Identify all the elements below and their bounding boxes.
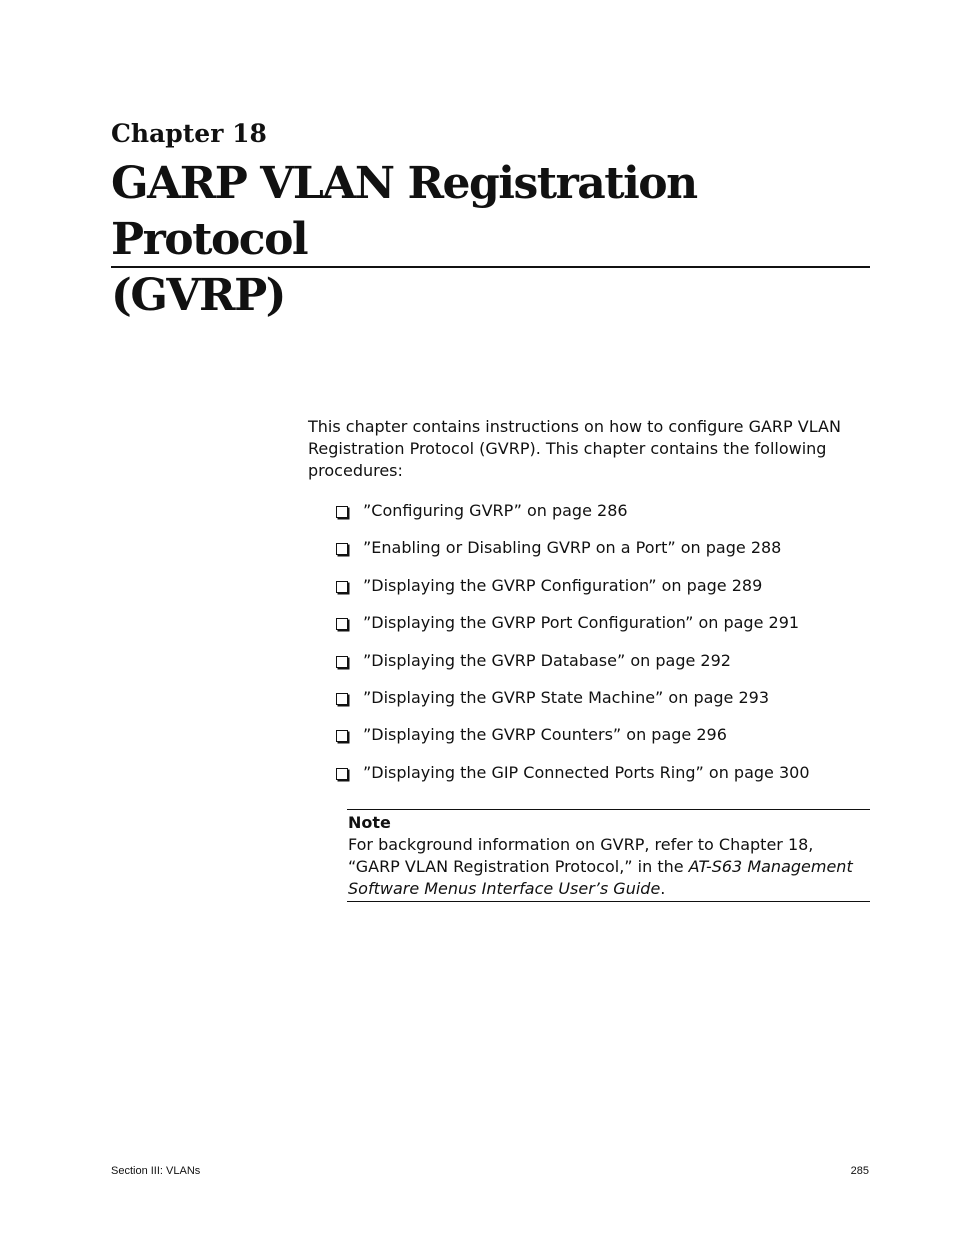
list-item[interactable] [336,649,810,686]
title-rule [111,266,870,268]
procedure-link[interactable]: ”Enabling or Disabling GVRP on a Port” on page 288 [363,538,782,558]
list-item[interactable] [336,723,810,760]
procedure-link[interactable]: ”Displaying the GVRP Configuration” on page 289 [363,575,763,595]
checkbox-icon [336,506,348,518]
note-heading: Note [348,813,391,832]
note-box [347,809,870,902]
note-text-after: . [660,879,666,898]
note-guide-title: AT-S63 Management Software Menus Interface User’s Guide [348,857,853,898]
intro-paragraph: This chapter contains instructions on how to configure GARP VLAN Registration Protocol (GVRP). This chapter contains the following procedures: [308,417,841,480]
list-item[interactable] [336,761,810,798]
checkbox-icon [336,656,348,668]
list-item[interactable] [336,574,810,611]
list-item[interactable] [336,499,810,536]
footer-section: Section III: VLANs [111,1165,201,1177]
procedure-link[interactable]: ”Displaying the GVRP Database” on page 292 [363,650,731,670]
checkbox-icon [336,768,348,780]
list-item[interactable] [336,536,810,573]
checkbox-icon [336,618,348,630]
chapter-title-line2: (GVRP) [111,270,286,321]
procedure-link[interactable]: ”Displaying the GIP Connected Ports Ring” on page 300 [363,762,810,782]
procedure-link[interactable]: ”Configuring GVRP” on page 286 [363,501,628,520]
chapter-title-line1: GARP VLAN Registration Protocol [111,158,697,265]
chapter-title [111,156,881,324]
checkbox-icon [336,730,348,742]
checkbox-icon [336,693,348,705]
footer-page-number: 285 [850,1165,869,1177]
checkbox-icon [336,543,348,555]
procedure-list [336,499,810,798]
note-body [348,834,870,900]
procedure-link[interactable]: ”Displaying the GVRP Port Configuration” on page 291 [363,613,800,633]
note-text-before: For background information on GVRP, refer to Chapter 18, “GARP VLAN Registration Protocol,” in the [348,835,814,876]
chapter-label: Chapter 18 [111,119,267,148]
list-item[interactable] [336,611,810,648]
checkbox-icon [336,581,348,593]
list-item[interactable] [336,686,810,723]
procedure-link[interactable]: ”Displaying the GVRP State Machine” on page 293 [363,687,770,707]
procedure-link[interactable]: ”Displaying the GVRP Counters” on page 296 [363,725,727,745]
